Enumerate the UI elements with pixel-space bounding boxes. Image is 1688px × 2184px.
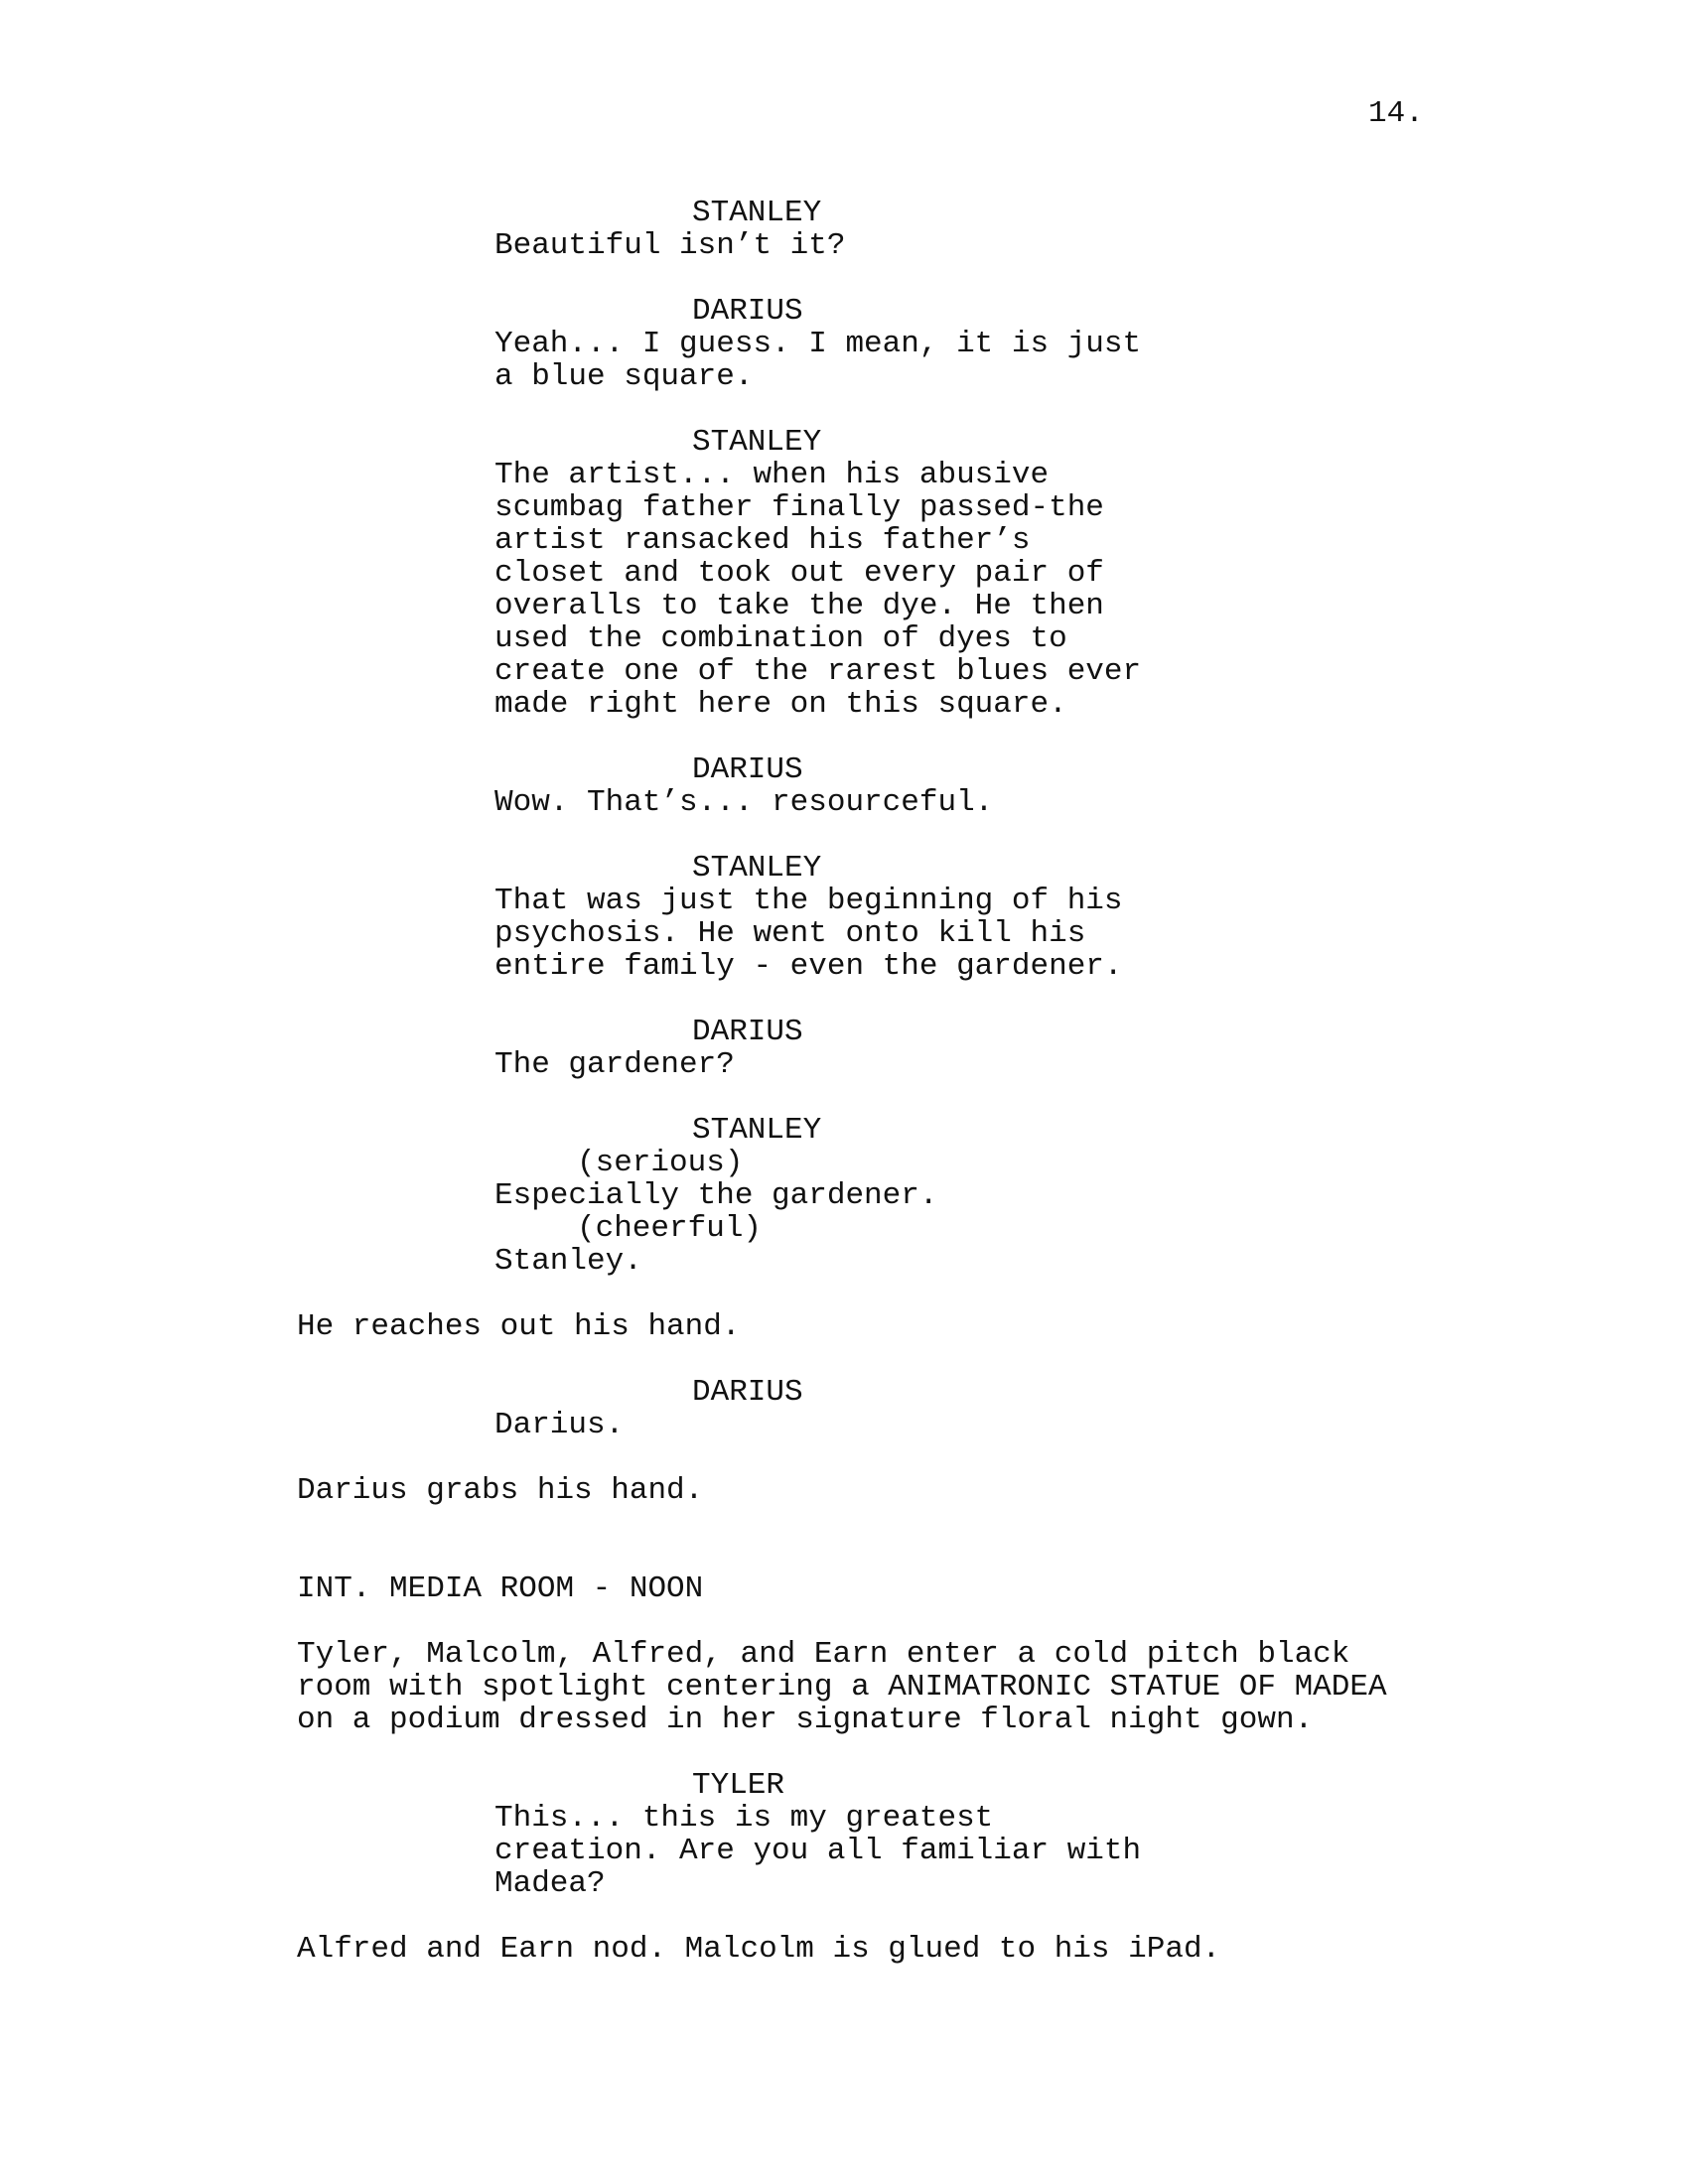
dialogue-line: Especially the gardener.	[494, 1178, 938, 1213]
dialogue-line: That was just the beginning of his	[494, 884, 1123, 918]
character-name: DARIUS	[692, 1015, 803, 1049]
character-name: STANLEY	[692, 1113, 822, 1148]
character-name: DARIUS	[692, 1375, 803, 1410]
dialogue-line: entire family - even the gardener.	[494, 949, 1123, 984]
character-name: DARIUS	[692, 294, 803, 329]
parenthetical: (cheerful)	[577, 1211, 763, 1246]
action-line: He reaches out his hand.	[297, 1309, 741, 1344]
action-line: Darius grabs his hand.	[297, 1473, 704, 1508]
parenthetical: (serious)	[577, 1146, 744, 1180]
dialogue-line: Beautiful isn’t it?	[494, 228, 846, 263]
dialogue-line: used the combination of dyes to	[494, 621, 1067, 656]
scene-heading: INT. MEDIA ROOM - NOON	[297, 1571, 704, 1606]
character-name: DARIUS	[692, 752, 803, 787]
dialogue-line: Darius.	[494, 1408, 625, 1442]
dialogue-line: made right here on this square.	[494, 687, 1067, 722]
dialogue-line: Wow. That’s... resourceful.	[494, 785, 994, 820]
action-line: on a podium dressed in her signature floral night gown.	[297, 1703, 1314, 1737]
dialogue-line: create one of the rarest blues ever	[494, 654, 1142, 689]
dialogue-line: a blue square.	[494, 359, 754, 394]
action-line: room with spotlight centering a ANIMATRONIC STATUE OF MADEA	[297, 1670, 1387, 1705]
dialogue-line: Yeah... I guess. I mean, it is just	[494, 327, 1142, 361]
character-name: STANLEY	[692, 851, 822, 886]
character-name: STANLEY	[692, 425, 822, 460]
page-number: 14.	[1368, 96, 1424, 131]
dialogue-line: Stanley.	[494, 1244, 642, 1279]
action-line: Alfred and Earn nod. Malcolm is glued to his iPad.	[297, 1932, 1221, 1967]
dialogue-line: artist ransacked his father’s	[494, 523, 1031, 558]
character-name: STANLEY	[692, 196, 822, 230]
action-line: Tyler, Malcolm, Alfred, and Earn enter a cold pitch black	[297, 1637, 1350, 1672]
dialogue-line: The artist... when his abusive	[494, 458, 1050, 492]
dialogue-line: closet and took out every pair of	[494, 556, 1104, 591]
character-name: TYLER	[692, 1768, 785, 1803]
dialogue-line: Madea?	[494, 1866, 606, 1901]
dialogue-line: scumbag father finally passed-the	[494, 490, 1104, 525]
dialogue-line: creation. Are you all familiar with	[494, 1834, 1142, 1868]
dialogue-line: The gardener?	[494, 1047, 735, 1082]
dialogue-line: overalls to take the dye. He then	[494, 589, 1104, 623]
dialogue-line: psychosis. He went onto kill his	[494, 916, 1086, 951]
dialogue-line: This... this is my greatest	[494, 1801, 994, 1836]
